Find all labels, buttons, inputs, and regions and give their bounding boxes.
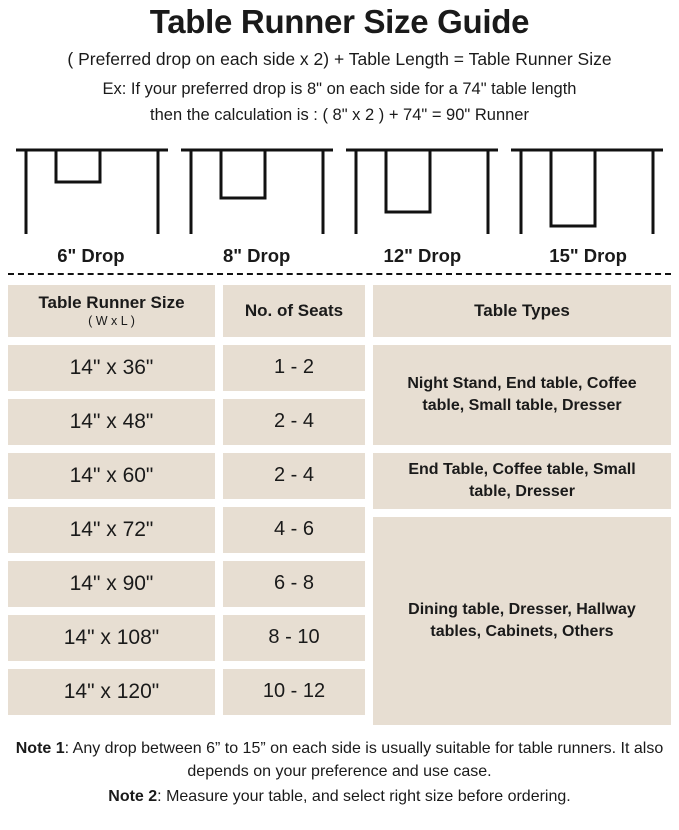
note-1	[8, 737, 671, 783]
table-row: 14" x 36"	[8, 345, 215, 391]
table-row: 6 - 8	[223, 561, 365, 607]
table-row: End Table, Coffee table, Small table, Dresser	[373, 453, 671, 509]
header-runner-size	[8, 285, 215, 337]
table-row: Night Stand, End table, Coffee table, Small table, Dresser	[373, 345, 671, 445]
drop-label-6: 6" Drop	[57, 244, 125, 266]
table-row: 8 - 10	[223, 615, 365, 661]
table-row: Dining table, Dresser, Hallway tables, Cabinets, Others	[373, 517, 671, 725]
table-row: 14" x 120"	[8, 669, 215, 715]
drop-label-8: 8" Drop	[222, 244, 291, 266]
dashed-divider	[8, 273, 671, 275]
drop-diagram	[8, 138, 671, 243]
table-row: 1 - 2	[223, 345, 365, 391]
table-row: 14" x 108"	[8, 615, 215, 661]
table-row: 14" x 48"	[8, 399, 215, 445]
header-runner-size-sublabel: ( W x L )	[88, 314, 135, 329]
drop-label-15: 15" Drop	[549, 244, 627, 266]
note-2	[8, 785, 671, 808]
note-2-label: Note 2	[108, 788, 158, 806]
size-table	[8, 285, 671, 733]
header-runner-size-label: Table Runner Size	[38, 293, 185, 313]
table-row: 14" x 72"	[8, 507, 215, 553]
header-table-types: Table Types	[373, 285, 671, 337]
note-1-text: : Any drop between 6” to 15” on each side is usually suitable for table runners. It also depends on your preference and use case.	[64, 739, 664, 780]
example-line-2: then the calculation is : ( 8" x 2 ) + 74" = 90" Runner	[150, 105, 529, 124]
notes-section	[8, 737, 671, 809]
table-row: 2 - 4	[223, 453, 365, 499]
table-row: 10 - 12	[223, 669, 365, 715]
drop-diagram-svg	[8, 138, 671, 243]
table-row: 14" x 90"	[8, 561, 215, 607]
note-2-text: : Measure your table, and select right size before ordering.	[157, 788, 571, 806]
page-title: Table Runner Size Guide	[149, 3, 530, 40]
column-table-types	[373, 285, 671, 733]
header-seats: No. of Seats	[223, 285, 365, 337]
column-seats	[223, 285, 365, 733]
note-1-label: Note 1	[15, 739, 65, 757]
size-guide-page	[0, 4, 679, 830]
table-row: 14" x 60"	[8, 453, 215, 499]
drop-label-12: 12" Drop	[383, 244, 462, 266]
formula-subtitle: ( Preferred drop on each side x 2) + Table Length = Table Runner Size	[67, 49, 612, 70]
drop-label-row	[8, 245, 671, 267]
table-row: 2 - 4	[223, 399, 365, 445]
table-row: 4 - 6	[223, 507, 365, 553]
example-line-1: Ex: If your preferred drop is 8" on each side for a 74" table length	[102, 79, 577, 98]
column-runner-size	[8, 285, 215, 733]
